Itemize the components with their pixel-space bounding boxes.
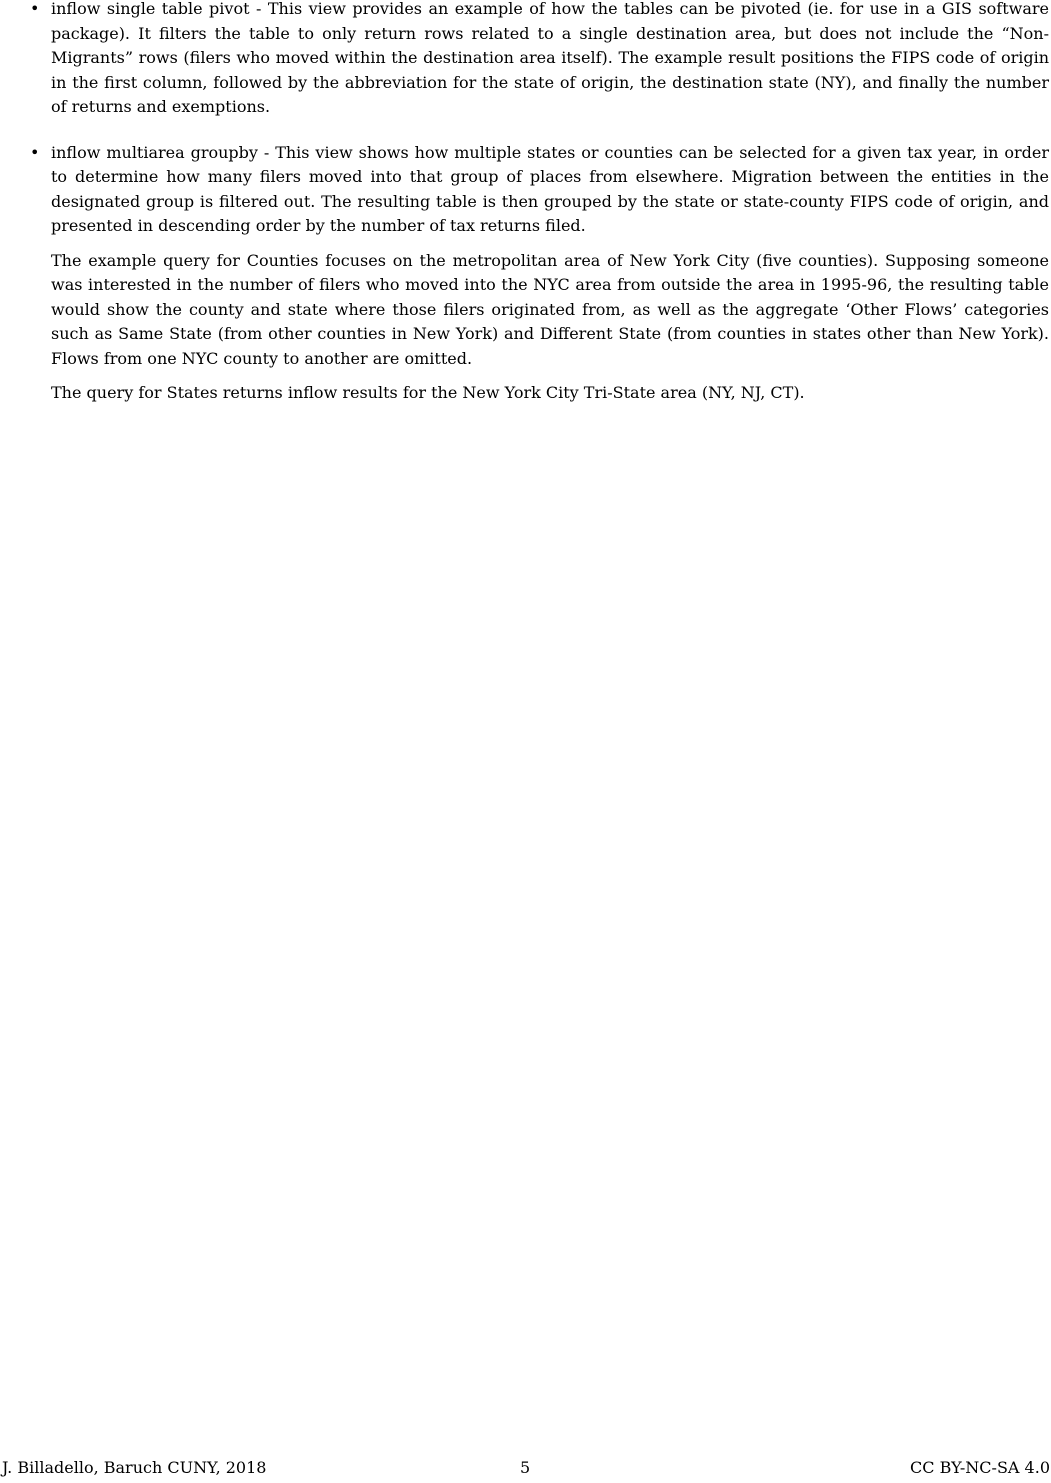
page-number: 5 [520,1458,531,1477]
page-content [0,0,1051,406]
bullet-paragraph: inflow single table pivot - This view provides an example of how the tables can be pivoted (ie. for use in a GIS software package). It filters the table to only return rows related to a single destination area, but does not include the “Non-Migrants” rows (filers who moved within the destination area itself). The example result positions the FIPS code of origin in the first column, followed by the abbreviation for the state of origin, the destination state (NY), and finally the number of returns and exemptions. [51,0,1049,116]
list-item [30,0,1049,120]
bullet-icon: • [30,142,40,162]
bullet-paragraph: inflow multiarea groupby - This view shows how multiple states or counties can be selected for a given tax year, in order to determine how many filers moved into that group of places from elsewhere. Migration between the entities in the designated group is filtered out. The resulting table is then grouped by the state or state-county FIPS code of origin, and presented in descending order by the number of tax returns filed. [51,142,1049,235]
body-paragraph: The example query for Counties focuses on the metropolitan area of New York City (five counties). Supposing someone was interested in the number of filers who moved into the NYC area from outside the area in 1995-96, the resulting table would show the county and state where those filers originated from, as well as the aggregate ‘Other Flows’ categories such as Same State (from other counties in New York) and Different State (from counties in states other than New York). Flows from one NYC county to another are omitted. [51,250,1049,368]
page-footer [0,1453,1051,1483]
bullet-icon: • [30,0,40,18]
footer-author: J. Billadello, Baruch CUNY, 2018 [2,1458,267,1477]
list-item [30,141,1049,406]
footer-license: CC BY-NC-SA 4.0 [910,1458,1050,1477]
body-paragraph: The query for States returns inflow results for the New York City Tri-State area (NY, NJ, CT). [51,383,805,402]
